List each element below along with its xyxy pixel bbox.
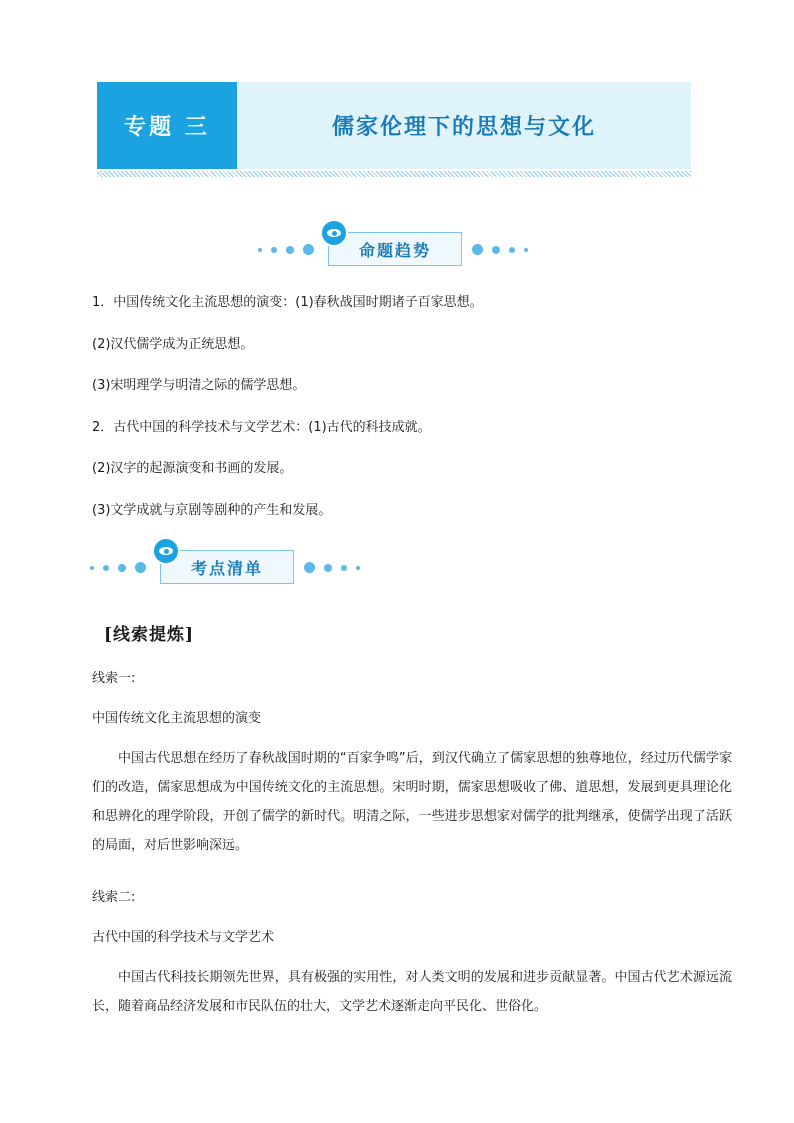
topic-number: 专题 三	[97, 82, 237, 169]
section-title: 考点清单	[190, 558, 263, 578]
section-title-box	[160, 550, 294, 584]
topic-banner	[97, 82, 691, 169]
clue-label: 线索二:	[92, 890, 136, 905]
eye-icon	[152, 537, 180, 565]
section-header-trend	[258, 232, 538, 266]
clue-paragraph: 中国古代科技长期领先世界，具有极强的实用性，对人类文明的发展和进步贡献显著。中国古代艺术源远流长，随着商品经济发展和市民队伍的壮大，文学艺术逐渐走向平民化、世俗化。	[92, 970, 732, 1014]
clue-paragraph: 中国古代思想在经历了春秋战国时期的“百家争鸣”后，到汉代确立了儒家思想的独尊地位，经过历代儒学家们的改造，儒家思想成为中国传统文化的主流思想。宋明时期，儒家思想吸收了佛、道思想，发展到更具理论化和思辨化的理学阶段，开创了儒学的新时代。明清之际，一些进步思想家对儒学的批判继承，使儒学出现了活跃的局面，对后世影响深远。	[92, 751, 732, 853]
right-dots	[304, 562, 360, 573]
section-title: 命题趋势	[358, 240, 431, 260]
clue-heading: [线索提炼]	[104, 625, 195, 645]
clue-title: 中国传统文化主流思想的演变	[92, 711, 262, 726]
clue-label: 线索一:	[92, 671, 136, 686]
section-header-points	[90, 550, 370, 584]
right-dots	[472, 244, 528, 255]
banner-divider	[97, 171, 691, 177]
eye-icon	[320, 219, 348, 247]
trend-line: 2．古代中国的科学技术与文学艺术：(1)古代的科技成就。	[92, 420, 431, 435]
trend-line: (2)汉代儒学成为正统思想。	[92, 337, 254, 352]
section-title-box	[328, 232, 462, 266]
trend-line: (3)宋明理学与明清之际的儒学思想。	[92, 378, 306, 393]
clue-title: 古代中国的科学技术与文学艺术	[92, 930, 275, 945]
trend-line: (2)汉字的起源演变和书画的发展。	[92, 461, 293, 476]
trend-line: (3)文学成就与京剧等剧种的产生和发展。	[92, 503, 332, 518]
left-dots	[258, 244, 314, 255]
trend-line: 1．中国传统文化主流思想的演变：(1)春秋战国时期诸子百家思想。	[92, 295, 483, 310]
left-dots	[90, 562, 146, 573]
topic-title: 儒家伦理下的思想与文化	[331, 114, 596, 140]
